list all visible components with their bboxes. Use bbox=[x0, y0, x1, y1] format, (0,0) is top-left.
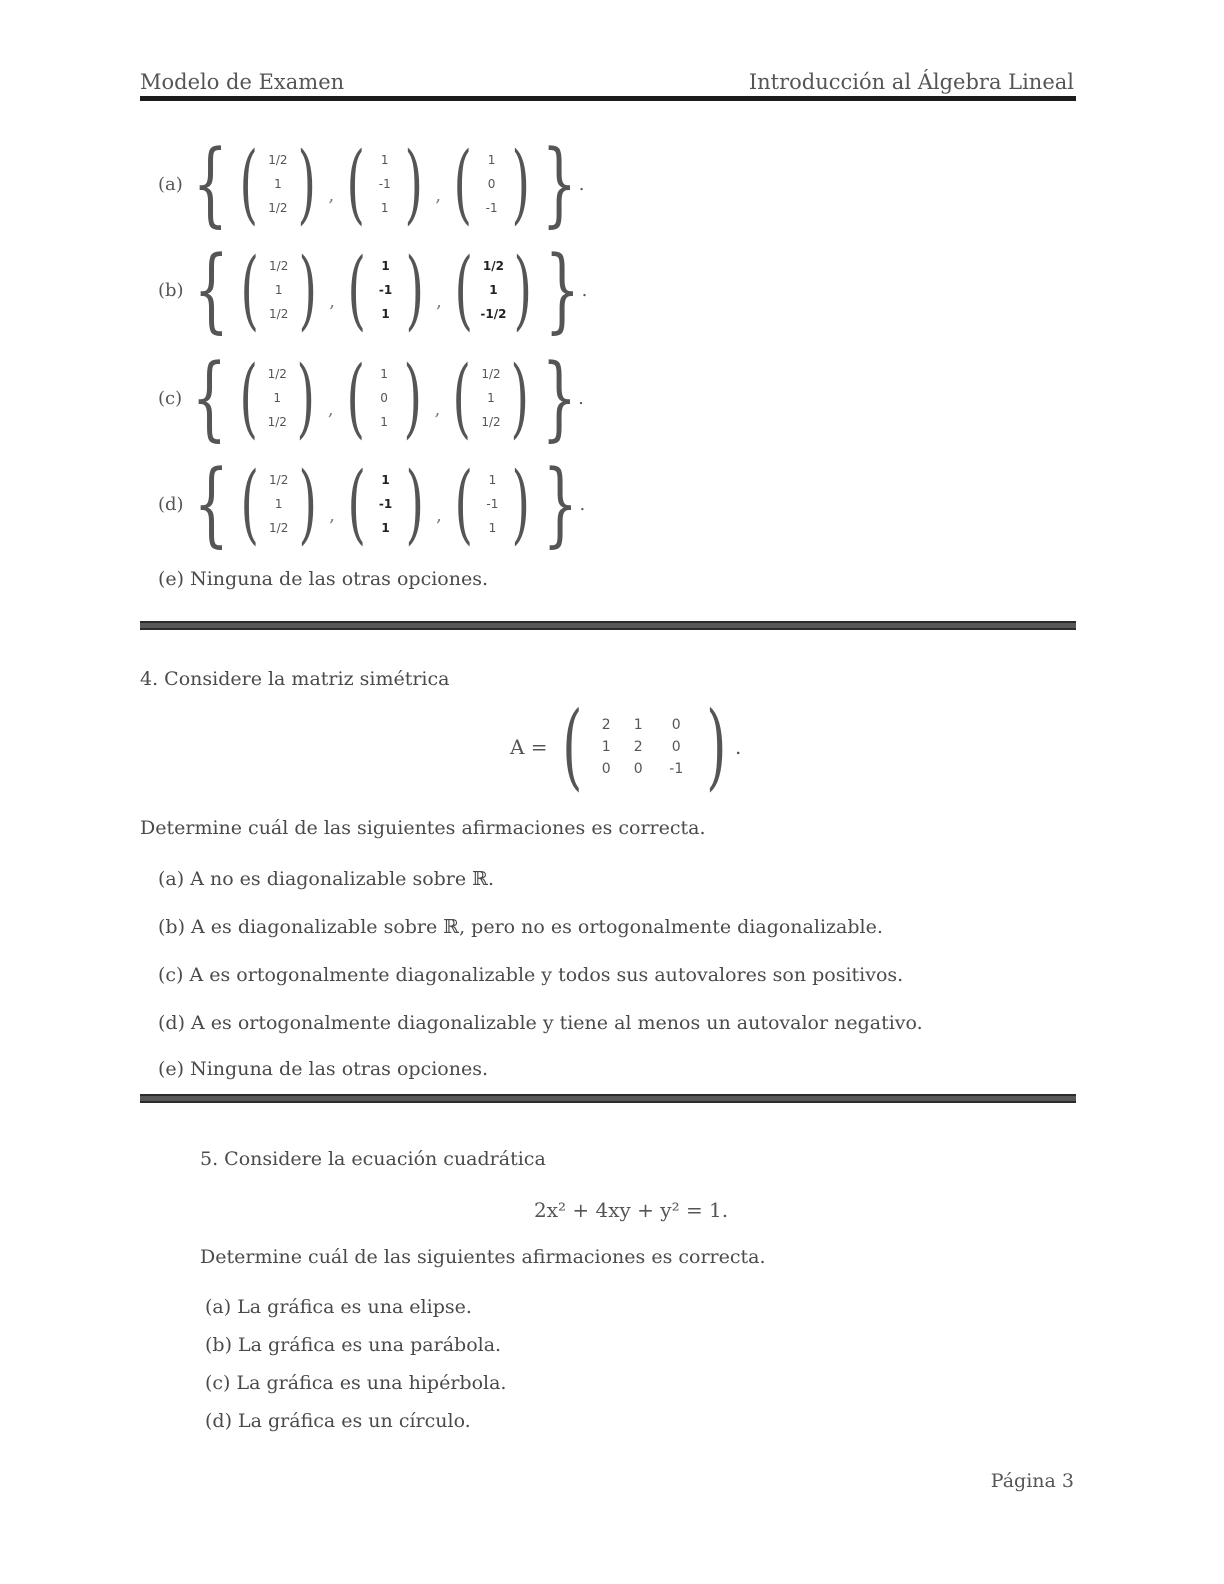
vector-entry: 1 bbox=[273, 391, 282, 405]
left-brace: { bbox=[192, 130, 228, 237]
vector-entry: 1 bbox=[488, 521, 497, 535]
vector-entries bbox=[479, 362, 503, 434]
matrix-entry: 2 bbox=[601, 717, 611, 733]
left-paren: ( bbox=[239, 134, 259, 234]
column-vector bbox=[233, 454, 324, 554]
vector-entry: 1 bbox=[274, 177, 282, 191]
vector-entry: -1 bbox=[486, 497, 499, 511]
section-divider-2 bbox=[140, 1094, 1076, 1103]
right-brace: } bbox=[541, 344, 577, 451]
vector-entries bbox=[266, 148, 290, 220]
column-vector bbox=[339, 348, 430, 448]
option-label: (b) bbox=[158, 279, 184, 301]
left-paren: ( bbox=[561, 692, 582, 801]
matrix-entry: 0 bbox=[671, 739, 681, 755]
vector-entry: 1/2 bbox=[267, 415, 287, 429]
vector-entry: 1 bbox=[380, 153, 389, 167]
q5-option-a[interactable]: (a) La gráfica es una elipse. bbox=[205, 1296, 472, 1318]
header-right: Introducción al Álgebra Lineal bbox=[748, 70, 1074, 94]
vector-entry: 1 bbox=[381, 259, 390, 273]
vector-entry: 1/2 bbox=[481, 415, 501, 429]
vector-entry: 1/2 bbox=[269, 259, 289, 273]
q4-option-d[interactable]: (d) A es ortogonalmente diagonalizable y tiene al menos un autovalor negativo. bbox=[158, 1012, 923, 1034]
vector-entry: 1 bbox=[380, 201, 389, 215]
left-paren: ( bbox=[346, 134, 366, 234]
left-paren: ( bbox=[346, 348, 365, 448]
option-end: . bbox=[578, 173, 585, 195]
left-paren: ( bbox=[347, 240, 366, 340]
left-brace: { bbox=[193, 450, 229, 557]
q4-option-e[interactable]: (e) Ninguna de las otras opciones. bbox=[158, 1058, 488, 1080]
option-label: (a) bbox=[158, 173, 183, 195]
vector-entry: 1/2 bbox=[269, 307, 289, 321]
right-paren: ) bbox=[404, 134, 423, 234]
comma: , bbox=[328, 185, 335, 206]
left-paren: ( bbox=[240, 454, 260, 554]
vector-entries bbox=[372, 362, 396, 434]
matrix-name: A = bbox=[510, 735, 548, 759]
comma: , bbox=[435, 185, 442, 206]
right-brace: } bbox=[542, 450, 578, 557]
left-paren: ( bbox=[453, 134, 473, 234]
vector-entry: 1 bbox=[488, 473, 497, 487]
vector-entries bbox=[480, 468, 504, 540]
vector-entries bbox=[480, 148, 504, 220]
left-paren: ( bbox=[452, 348, 472, 448]
right-paren: ) bbox=[298, 240, 317, 340]
option-label: (c) bbox=[158, 387, 183, 409]
left-paren: ( bbox=[454, 240, 473, 340]
vector-entry: 1 bbox=[487, 391, 495, 405]
vector-entry: 1 bbox=[380, 367, 388, 381]
vector-entry: 1 bbox=[489, 283, 498, 297]
right-paren: ) bbox=[510, 348, 529, 448]
right-paren: ) bbox=[514, 240, 533, 340]
comma: , bbox=[329, 291, 335, 312]
vector-entry: 1/2 bbox=[268, 153, 288, 167]
matrix-entry: 1 bbox=[633, 717, 643, 733]
comma: , bbox=[327, 399, 334, 420]
vector-entry: -1 bbox=[378, 177, 391, 191]
q5-option-c[interactable]: (c) La gráfica es una hipérbola. bbox=[205, 1372, 507, 1394]
vector-entry: 1 bbox=[381, 307, 390, 321]
header-left: Modelo de Examen bbox=[140, 70, 345, 94]
q3-option-a[interactable] bbox=[158, 130, 585, 237]
right-brace: } bbox=[541, 130, 578, 237]
comma: , bbox=[329, 505, 335, 526]
matrix-entry: 0 bbox=[601, 761, 611, 777]
column-vector bbox=[446, 134, 537, 234]
vector-entry: 1 bbox=[381, 521, 390, 535]
header-rule bbox=[140, 96, 1076, 101]
q5-prompt: Determine cuál de las siguientes afirmaciones es correcta. bbox=[200, 1246, 766, 1268]
q4-intro: 4. Considere la matriz simétrica bbox=[140, 668, 450, 690]
q4-option-c[interactable]: (c) A es ortogonalmente diagonalizable y todos sus autovalores son positivos. bbox=[158, 964, 904, 986]
left-paren: ( bbox=[239, 348, 258, 448]
matrix-entry: 0 bbox=[633, 761, 643, 777]
vector-entry: 0 bbox=[380, 391, 388, 405]
vector-entries bbox=[265, 362, 289, 434]
column-vector bbox=[447, 454, 538, 554]
column-vector bbox=[232, 134, 323, 234]
comma: , bbox=[436, 505, 442, 526]
comma: , bbox=[434, 399, 441, 420]
right-paren: ) bbox=[706, 692, 727, 801]
vector-entry: 1 bbox=[487, 153, 496, 167]
q5-intro: 5. Considere la ecuación cuadrática bbox=[200, 1148, 546, 1170]
matrix-entry: 2 bbox=[633, 739, 643, 755]
q3-option-e[interactable]: (e) Ninguna de las otras opciones. bbox=[158, 568, 488, 590]
right-paren: ) bbox=[298, 454, 317, 554]
matrix-entry: 1 bbox=[601, 739, 611, 755]
option-end: . bbox=[578, 387, 584, 409]
comma: , bbox=[436, 291, 442, 312]
column-vector bbox=[340, 240, 431, 340]
vector-entry: 1/2 bbox=[482, 259, 504, 273]
right-paren: ) bbox=[405, 240, 424, 340]
vector-entries bbox=[267, 254, 291, 326]
vector-entries bbox=[374, 468, 398, 540]
vector-entry: 1/2 bbox=[268, 201, 288, 215]
vector-entry: -1/2 bbox=[480, 307, 507, 321]
vector-entry: 1/2 bbox=[269, 473, 289, 487]
q3-option-c[interactable] bbox=[158, 344, 584, 451]
column-vector bbox=[445, 348, 536, 448]
vector-entries bbox=[374, 254, 398, 326]
matrix-grid bbox=[590, 717, 698, 777]
left-brace: { bbox=[191, 344, 227, 451]
vector-entry: 1 bbox=[381, 473, 390, 487]
vector-entry: -1 bbox=[378, 497, 393, 511]
vector-entry: 1 bbox=[274, 283, 283, 297]
column-vector bbox=[447, 240, 540, 340]
section-divider-1 bbox=[140, 621, 1076, 630]
option-end: . bbox=[581, 279, 588, 301]
vector-entry: 1/2 bbox=[267, 367, 287, 381]
right-brace: } bbox=[544, 236, 580, 343]
vector-entry: 0 bbox=[487, 177, 496, 191]
page-number: Página 3 bbox=[990, 1470, 1074, 1492]
left-paren: ( bbox=[347, 454, 366, 554]
q5-option-b[interactable]: (b) La gráfica es una parábola. bbox=[205, 1334, 502, 1356]
right-paren: ) bbox=[511, 134, 530, 234]
vector-entry: 1 bbox=[274, 497, 283, 511]
right-paren: ) bbox=[403, 348, 423, 448]
matrix-entry: -1 bbox=[669, 761, 684, 777]
left-paren: ( bbox=[454, 454, 473, 554]
q4-option-a[interactable]: (a) A no es diagonalizable sobre ℝ. bbox=[158, 868, 494, 890]
q3-option-b[interactable] bbox=[158, 236, 588, 343]
column-vector bbox=[233, 240, 324, 340]
vector-entry: -1 bbox=[378, 283, 393, 297]
vector-entries bbox=[373, 148, 397, 220]
vector-entry: -1 bbox=[485, 201, 498, 215]
option-end: . bbox=[579, 493, 586, 515]
matrix-entry: 0 bbox=[671, 717, 681, 733]
vector-entries bbox=[480, 254, 506, 326]
column-vector bbox=[339, 134, 430, 234]
right-paren: ) bbox=[405, 454, 424, 554]
q4-matrix bbox=[510, 692, 742, 801]
vector-entries bbox=[267, 468, 291, 540]
column-vector bbox=[340, 454, 431, 554]
right-paren: ) bbox=[511, 454, 531, 554]
right-paren: ) bbox=[296, 348, 316, 448]
vector-entry: 1 bbox=[380, 415, 388, 429]
left-paren: ( bbox=[240, 240, 260, 340]
column-vector bbox=[232, 348, 323, 448]
q3-option-d[interactable] bbox=[158, 450, 586, 557]
matrix-end: . bbox=[734, 735, 742, 759]
q5-equation: 2x² + 4xy + y² = 1. bbox=[534, 1198, 729, 1222]
right-paren: ) bbox=[297, 134, 316, 234]
q5-option-d[interactable]: (d) La gráfica es un círculo. bbox=[205, 1410, 471, 1432]
q4-option-b[interactable]: (b) A es diagonalizable sobre ℝ, pero no es ortogonalmente diagonalizable. bbox=[158, 916, 883, 938]
vector-entry: 1/2 bbox=[269, 521, 289, 535]
vector-entry: 1/2 bbox=[481, 367, 501, 381]
left-brace: { bbox=[193, 236, 229, 343]
option-label: (d) bbox=[158, 493, 184, 515]
q4-prompt: Determine cuál de las siguientes afirmaciones es correcta. bbox=[140, 817, 706, 839]
